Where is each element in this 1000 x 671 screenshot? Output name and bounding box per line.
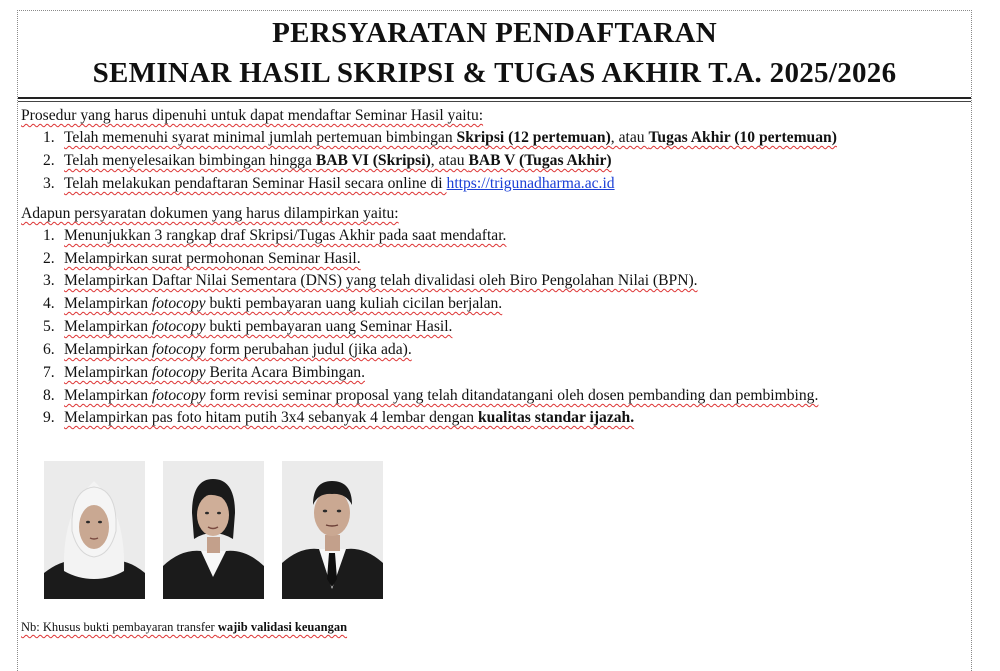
procedure-item: Telah menyelesaikan bimbingan hingga BAB VI (Skripsi), atau BAB V (Tugas Akhir): [64, 152, 612, 169]
procedure-intro: Prosedur yang harus dipenuhi untuk dapat mendaftar Seminar Hasil yaitu:: [21, 107, 484, 124]
photo-woman-hijab: [44, 461, 145, 599]
procedure-item-number: 2.: [43, 152, 55, 169]
document-item: Melampirkan Daftar Nilai Sementara (DNS) yang telah divalidasi oleh Biro Pengolahan Nilai (BPN).: [64, 272, 698, 289]
document-item: Melampirkan fotocopy Berita Acara Bimbingan.: [64, 364, 365, 381]
document-item-number: 8.: [43, 387, 55, 404]
document-item-number: 6.: [43, 341, 55, 358]
document-item-number: 4.: [43, 295, 55, 312]
portrait-image: [44, 461, 145, 599]
document-item: Menunjukkan 3 rangkap draf Skripsi/Tugas Akhir pada saat mendaftar.: [64, 227, 507, 244]
document-item-number: 9.: [43, 409, 55, 426]
procedure-item-number: 3.: [43, 175, 55, 192]
document-item-number: 2.: [43, 250, 55, 267]
document-item: Melampirkan fotocopy form revisi seminar proposal yang telah ditandatangani oleh dosen pembanding dan pembimbing.: [64, 387, 819, 404]
document-item: Melampirkan fotocopy bukti pembayaran uang Seminar Hasil.: [64, 318, 453, 335]
portrait-image: [282, 461, 383, 599]
document-item-number: 7.: [43, 364, 55, 381]
registration-link[interactable]: https://trigunadharma.ac.id: [446, 175, 615, 192]
document-item: Melampirkan fotocopy bukti pembayaran uang kuliah cicilan berjalan.: [64, 295, 503, 312]
document-item-number: 1.: [43, 227, 55, 244]
document-item: Melampirkan fotocopy form perubahan judul (jika ada).: [64, 341, 412, 358]
procedure-item: Telah memenuhi syarat minimal jumlah pertemuan bimbingan Skripsi (12 pertemuan), atau Tugas Akhir (10 pertemuan): [64, 129, 837, 146]
payment-note: Nb: Khusus bukti pembayaran transfer wajib validasi keuangan: [21, 620, 348, 634]
page-title: PERSYARATAN PENDAFTARAN: [272, 17, 717, 49]
photo-man: [282, 461, 383, 599]
procedure-item: Telah melakukan pendaftaran Seminar Hasil secara online di https://trigunadharma.ac.id: [64, 175, 615, 192]
document-item: Melampirkan surat permohonan Seminar Hasil.: [64, 250, 361, 267]
photo-woman: [163, 461, 264, 599]
document-item-number: 5.: [43, 318, 55, 335]
procedure-item-number: 1.: [43, 129, 55, 146]
document-item-number: 3.: [43, 272, 55, 289]
document-page: [17, 10, 972, 671]
title-block: [18, 11, 971, 99]
title-divider: [18, 101, 971, 102]
portrait-image: [163, 461, 264, 599]
page-subtitle: SEMINAR HASIL SKRIPSI & TUGAS AKHIR T.A. 2025/2026: [92, 57, 897, 89]
documents-intro: Adapun persyaratan dokumen yang harus dilampirkan yaitu:: [21, 205, 399, 222]
document-item: Melampirkan pas foto hitam putih 3x4 sebanyak 4 lembar dengan kualitas standar ijazah.: [64, 409, 635, 426]
